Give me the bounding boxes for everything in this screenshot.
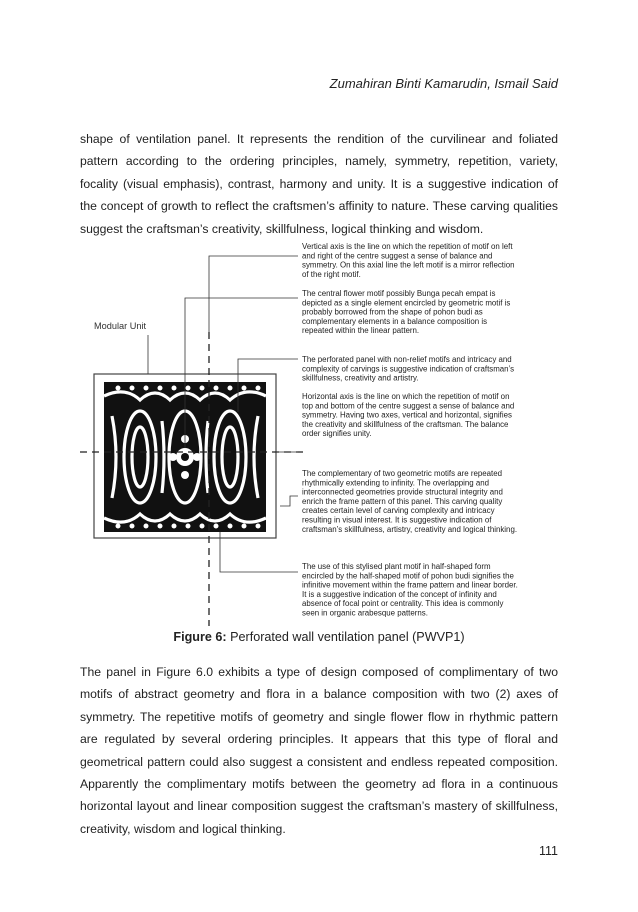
label-modular-unit: Modular Unit bbox=[94, 321, 147, 331]
annotation-plant-motif: The use of this stylised plant motif in half-shaped form encircled by the half-shaped motif of pohon budi signifies the infinitive movement within the frame pattern and linear border. It is a suggestive indication of the concept of infinity and absence of focal point or centrality. This idea is commonly seen in organic arabesque patterns. bbox=[302, 562, 518, 618]
running-header: Zumahiran Binti Kamarudin, Ismail Said bbox=[329, 76, 558, 91]
page-number: 111 bbox=[538, 844, 558, 858]
caption-text: Perforated wall ventilation panel (PWVP1) bbox=[226, 630, 465, 644]
caption-label: Figure 6: bbox=[173, 630, 227, 644]
figure-caption bbox=[0, 630, 638, 644]
annotations bbox=[302, 242, 520, 618]
paragraph-discussion: The panel in Figure 6.0 exhibits a type of design composed of complimentary of two motifs of abstract geometry and flora in a balance composition with two (2) axes of symmetry. The repetitive motifs of geometry and single flower flow in rhythmic pattern are regulated by several ordering principles. It appears that this type of floral and geometrical pattern could also suggest a consistent and endless repeated composition. Apparently the complimentary motifs between the geometry ad flora in a continuous horizontal layout and linear composition suggest the craftsman’s mastery of skillfulness, creativity, wisdom and logical thinking. bbox=[80, 665, 558, 836]
figure-diagram bbox=[80, 236, 560, 628]
paragraph-intro: shape of ventilation panel. It represents the rendition of the curvilinear and foliated pattern according to the ordering principles, namely, symmetry, repetition, variety, focality (visual emphasis), contrast, harmony and unity. It is a suggestive indication of the concept of growth to reflect the craftsmen’s affinity to nature. These carving qualities suggest the craftsman’s creativity, skillfulness, logical thinking and wisdom. bbox=[80, 132, 558, 236]
annotation-horizontal-axis: Horizontal axis is the line on which the repetition of motif on top and bottom of the centre suggest a sense of balance and symmetry. Having two axes, vertical and horizontal, signifies the creativity and skillfulness of the craftsman. The balance order signifies unity. bbox=[302, 392, 515, 439]
annotation-vertical-axis: Vertical axis is the line on which the repetition of motif on left and right of the centre suggest a sense of balance and symmetry. On this axial line the left motif is a mirror reflection of the right motif. bbox=[302, 242, 515, 279]
annotation-perforated-panel: The perforated panel with non-relief motifs and intricacy and complexity of carvings is suggestive indication of craftsman’s skillfulness, creativity and artistry. bbox=[302, 355, 515, 383]
figure-6 bbox=[80, 236, 560, 628]
annotation-central-flower: The central flower motif possibly Bunga pecah empat is depicted as a single element encircled by geometric motif is probably borrowed from the shape of pohon budi as complementary elements in a balance composition is repeated within the linear pattern. bbox=[302, 289, 511, 336]
annotation-geometric-motifs: The complementary of two geometric motifs are repeated rhythmically extending to infinity. The overlapping and interconnected geometries provide structural integrity and enrich the frame pattern of this panel. This carving quality creates certain level of carving complexity and intricacy resulting in visual interest. It is suggestive indication of craftsman’s skillfulness, artistry, creativity and logical thinking. bbox=[302, 469, 518, 534]
